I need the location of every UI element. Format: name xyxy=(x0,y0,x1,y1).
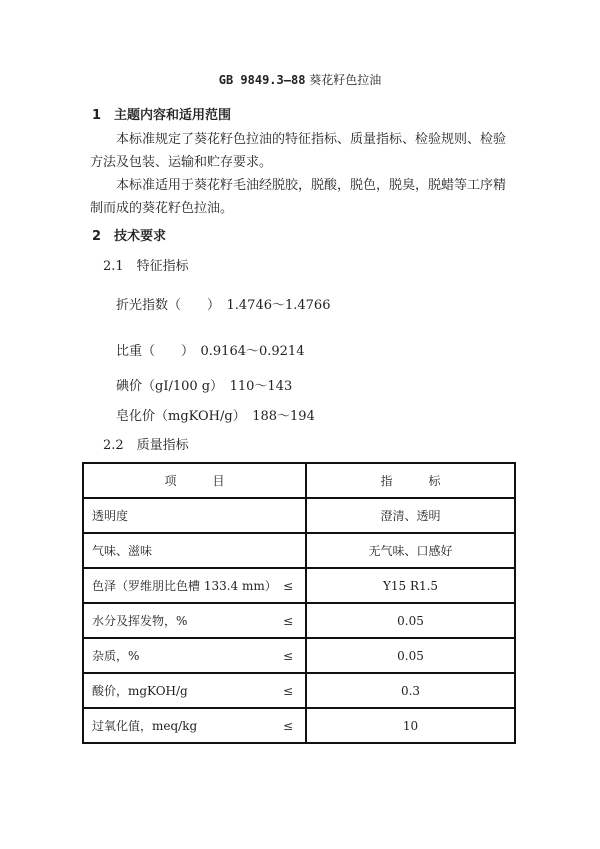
section-1-para-1: 本标准规定了葵花籽色拉油的特征指标、质量指标、检验规则、检验方法及包装、运输和贮存要求。 xyxy=(90,132,507,170)
header-item: 项 目 xyxy=(83,463,306,498)
subsection-2-1: 2.1 特征指标 xyxy=(103,259,189,274)
feature-specific-gravity: 比重（ ） 0.9164～0.9214 xyxy=(116,344,305,359)
row-value: 0.3 xyxy=(306,673,515,708)
row-item: 透明度 xyxy=(92,509,129,523)
row-operator: ≤ xyxy=(282,683,293,698)
table-row xyxy=(83,673,515,708)
feature-saponification-value: 皂化价（mgKOH/g） 188～194 xyxy=(116,409,315,424)
feature-iodine-value: 碘价（gI/100 g） 110～143 xyxy=(116,379,293,394)
standard-code: GB 9849.3—88 xyxy=(218,73,306,87)
row-item: 酸价，mgKOH/g xyxy=(92,684,188,698)
section-1-para-2: 本标准适用于葵花籽毛油经脱胶，脱酸，脱色，脱臭，脱蜡等工序精制而成的葵花籽色拉油。 xyxy=(90,178,507,216)
row-operator: ≤ xyxy=(282,578,293,593)
section-2-heading: 2 技术要求 xyxy=(92,229,167,244)
row-value: 无气味、口感好 xyxy=(306,533,515,568)
document-title xyxy=(0,71,600,88)
row-item: 色泽（罗维朋比色槽 133.4 mm） xyxy=(92,579,277,593)
row-item: 气味、滋味 xyxy=(92,544,153,558)
row-value: 10 xyxy=(306,708,515,743)
row-operator: ≤ xyxy=(282,613,293,628)
row-value: 0.05 xyxy=(306,638,515,673)
feature-refractive-index: 折光指数（ ） 1.4746～1.4766 xyxy=(116,298,331,313)
row-item: 水分及挥发物，% xyxy=(92,614,188,628)
row-operator: ≤ xyxy=(282,718,293,733)
row-value: 0.05 xyxy=(306,603,515,638)
table-row xyxy=(83,533,515,568)
row-operator: ≤ xyxy=(282,648,293,663)
table-row xyxy=(83,498,515,533)
row-item: 杂质，% xyxy=(92,649,140,663)
quality-table xyxy=(82,462,516,744)
row-value: Y15 R1.5 xyxy=(306,568,515,603)
table-header xyxy=(83,463,515,498)
section-1-heading: 1 主题内容和适用范围 xyxy=(92,108,232,123)
table-row xyxy=(83,708,515,743)
table-row xyxy=(83,638,515,673)
table-row xyxy=(83,568,515,603)
row-value: 澄清、透明 xyxy=(306,498,515,533)
row-item: 过氧化值，meq/kg xyxy=(92,719,198,733)
header-value: 指 标 xyxy=(306,463,515,498)
subsection-2-2: 2.2 质量指标 xyxy=(103,438,189,453)
table-row xyxy=(83,603,515,638)
standard-name: 葵花籽色拉油 xyxy=(309,73,382,87)
